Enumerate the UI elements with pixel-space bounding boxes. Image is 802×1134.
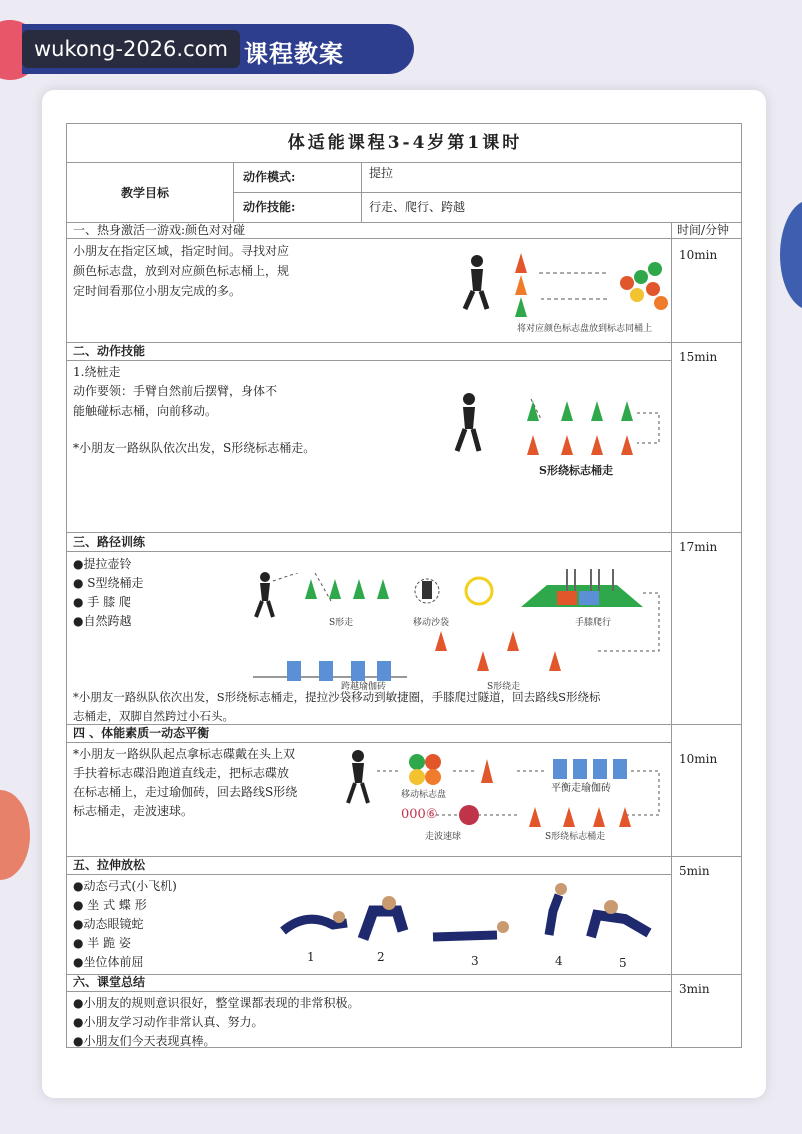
- red-cone: [563, 807, 575, 827]
- red-cone: [515, 253, 527, 273]
- section-title: 四 、体能素质一动态平衡: [73, 726, 210, 740]
- time-header: 时间/分钟: [677, 223, 730, 237]
- section-list-item: ● 手 膝 爬: [73, 595, 131, 609]
- section-list-item: ●坐位体前屈: [73, 955, 144, 969]
- section-list-item: ● 坐 式 蝶 形: [73, 898, 147, 912]
- section-list-item: ●动态眼镜蛇: [73, 917, 144, 931]
- pose-number: 3: [471, 954, 479, 968]
- header-title: 课程教案: [244, 40, 344, 68]
- orange-cone: [515, 275, 527, 295]
- diagram-caption: S形绕标志桶走: [539, 464, 613, 477]
- diagram-caption: 将对应颜色标志盘放到标志同桶上: [517, 324, 653, 334]
- section-title: 六、课堂总结: [73, 975, 146, 989]
- section-text: 颜色标志盘，放到对应颜色标志桶上，规: [73, 264, 290, 278]
- section-title: 一、热身激活一游戏:颜色对对碰: [73, 223, 246, 237]
- section-time: 17min: [679, 540, 718, 554]
- section-time: 5min: [679, 864, 710, 878]
- section-list-item: ●小朋友们今天表现真棒。: [73, 1034, 216, 1048]
- pose-number: 5: [619, 956, 627, 970]
- section-list-item: ● S型绕桶走: [73, 576, 144, 590]
- yoga-brick: [319, 661, 333, 681]
- section-time: 10min: [679, 752, 718, 766]
- section-text: 1.绕桩走: [73, 365, 121, 379]
- mode-value: 提拉: [369, 166, 394, 180]
- section-list-item: ●自然跨越: [73, 614, 132, 628]
- section-summary: [67, 974, 741, 1049]
- bosu-ball-label: 000⑥: [401, 807, 438, 822]
- diagram-caption: 手膝爬行: [575, 618, 612, 628]
- skill-label: 动作技能:: [243, 200, 296, 214]
- red-cone: [477, 651, 489, 671]
- section-list-item: ●小朋友学习动作非常认真、努力。: [73, 1015, 264, 1029]
- diagram-caption: 走波速球: [425, 832, 462, 842]
- lesson-table: [66, 123, 742, 1048]
- pose-number: 4: [555, 954, 563, 968]
- stretch-pose-figures: [277, 881, 657, 951]
- section-text: 手扶着标志碟沿跑道直线走，把标志碟放: [73, 766, 290, 780]
- red-cone: [435, 631, 447, 651]
- diagram-caption: 移动沙袋: [413, 618, 450, 628]
- section-skills: [67, 342, 741, 532]
- diagram-caption: S形绕标志桶走: [545, 832, 606, 842]
- diagram-caption: S形绕走: [487, 682, 521, 692]
- child-running-figure: [451, 391, 485, 455]
- green-cone: [515, 297, 527, 317]
- section-warmup: [67, 222, 741, 342]
- section-title: 五、拉伸放松: [73, 858, 146, 872]
- diagram-caption: S形走: [329, 618, 354, 628]
- yoga-brick: [287, 661, 301, 681]
- section-text: 在标志桶上，走过瑜伽砖，回去路线S形绕: [73, 785, 298, 799]
- bosu-ball: [459, 805, 479, 825]
- skill-value: 行走、爬行、跨越: [369, 200, 466, 214]
- pose-number: 1: [307, 950, 315, 964]
- decor-blob: [0, 790, 30, 880]
- section-time: 3min: [679, 982, 710, 996]
- path-arrows: [507, 391, 667, 461]
- section-time: 15min: [679, 350, 718, 364]
- goal-row: [67, 162, 741, 222]
- section-title: 二、动作技能: [73, 344, 146, 358]
- red-cone: [593, 807, 605, 827]
- decor-blob: [780, 200, 802, 310]
- red-cone: [549, 651, 561, 671]
- section-list-item: ●提拉壶铃: [73, 557, 132, 571]
- section-text: 定时间看那位小朋友完成的多。: [73, 284, 242, 298]
- red-cone: [619, 807, 631, 827]
- section-text: 能触碰标志桶，向前移动。: [73, 404, 218, 418]
- section-title: 三、路径训练: [73, 535, 146, 549]
- watermark: wukong-2026.com: [22, 30, 240, 68]
- section-note: 志桶走，双脚自然跨过小石头。: [73, 709, 234, 723]
- diagram-caption: 移动标志盘: [401, 790, 447, 800]
- section-text: *小朋友一路纵队起点拿标志碟戴在头上双: [73, 747, 296, 761]
- lesson-title: 体适能课程3-4岁第1课时: [287, 133, 523, 153]
- section-time: 10min: [679, 248, 718, 262]
- section-text: 小朋友在指定区域，指定时间。寻找对应: [73, 244, 290, 258]
- pose-number: 2: [377, 950, 385, 964]
- diagram-caption: 跨越瑜伽砖: [341, 682, 387, 692]
- child-running-figure: [459, 253, 493, 313]
- section-balance: [67, 724, 741, 856]
- section-list-item: ●小朋友的规则意识很好，整堂课都表现的非常积极。: [73, 996, 360, 1010]
- marker-discs: [537, 253, 677, 323]
- mode-label: 动作模式:: [243, 170, 296, 184]
- section-text: 标志桶走，走波速球。: [73, 804, 194, 818]
- section-list-item: ●动态弓式(小飞机): [73, 879, 177, 893]
- diagram-caption: 平衡走瑜伽砖: [551, 783, 611, 794]
- section-text: 动作要领：手臂自然前后摆臂，身体不: [73, 384, 278, 398]
- red-cone: [529, 807, 541, 827]
- section-list-item: ● 半 跪 姿: [73, 936, 131, 950]
- section-note: *小朋友一路纵队依次出发，S形绕标志桶走，提拉沙袋移动到敏捷圈，手膝爬过隧道，回去路线S形绕标: [73, 690, 601, 704]
- section-text: *小朋友一路纵队依次出发，S形绕标志桶走。: [73, 441, 316, 455]
- red-cone: [507, 631, 519, 651]
- section-stretch: [67, 856, 741, 974]
- goal-label: 教学目标: [121, 186, 170, 200]
- section-path: [67, 532, 741, 724]
